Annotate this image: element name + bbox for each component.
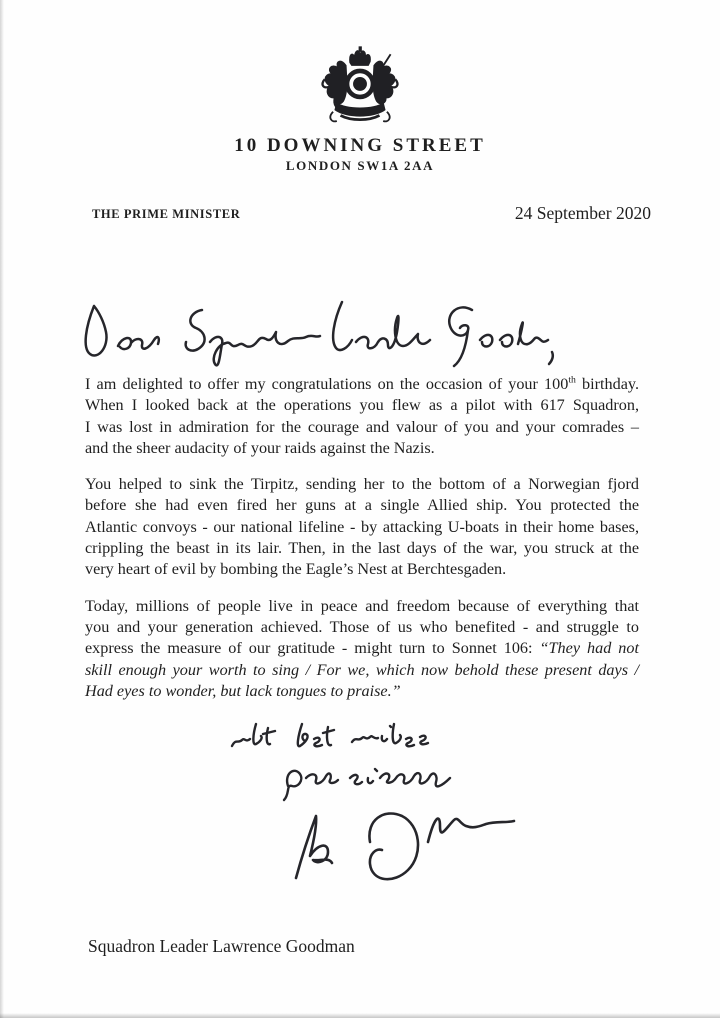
letter-line: very heart of evil by bombing the Eagle’s Nest at Berchtesgaden. <box>85 560 507 579</box>
paragraph <box>85 374 639 459</box>
letter-line: You helped to sink the Tirpitz, sending her to the bottom of a Norwegian fjord <box>85 475 639 494</box>
paragraph <box>85 474 639 580</box>
letter-line: you and your generation achieved. Those of us who benefited - and struggle to <box>85 617 639 636</box>
letterhead-address-line1: 10 DOWNING STREET <box>234 135 486 156</box>
letterhead-address-line2: LONDON SW1A 2AA <box>285 158 435 173</box>
letter-line: I am delighted to offer my congratulations on the occasion of your 100th birthday. <box>85 374 639 393</box>
paragraph <box>85 596 639 702</box>
letter-line: Today, millions of people live in peace and freedom because of everything that <box>85 596 639 615</box>
letter-line: crippling the beast in its lair. Then, in the last days of the war, you struck at the <box>85 539 639 558</box>
letter-line: I was lost in admiration for the courage and valour of you and your comrades – <box>85 417 639 436</box>
signature-boris-johnson <box>296 814 514 880</box>
recipient-name: Squadron Leader Lawrence Goodman <box>88 936 355 956</box>
letter-line: skill enough your worth to sing / For we, which now behold these present days / <box>85 660 639 679</box>
letter-line: Atlantic convoys - our national lifeline - by attacking U-boats in their home bases, <box>85 517 639 536</box>
closing-line-yours-sincerely <box>284 769 450 800</box>
letter-line: Had eyes to wonder, but lack tongues to praise.” <box>85 681 401 700</box>
handwritten-salutation <box>80 292 562 378</box>
closing-line-best-wishes <box>232 724 428 746</box>
letter-line: and the sheer audacity of your raids against the Nazis. <box>85 438 435 457</box>
letter-line: When I looked back at the operations you flew as a pilot with 617 Squadron, <box>85 396 639 415</box>
letter-line: before she had even fired her guns at a single Allied ship. You protected the <box>85 496 639 515</box>
sender-title: THE PRIME MINISTER <box>92 207 241 221</box>
scan-edge-bottom <box>0 1013 720 1018</box>
royal-coat-of-arms-icon <box>309 44 411 134</box>
handwritten-closing-and-signature <box>222 714 518 898</box>
letter-line: express the measure of our gratitude - might turn to Sonnet 106: “They had not <box>85 639 639 658</box>
letter-date: 24 September 2020 <box>514 203 651 223</box>
letter-body <box>85 374 639 717</box>
